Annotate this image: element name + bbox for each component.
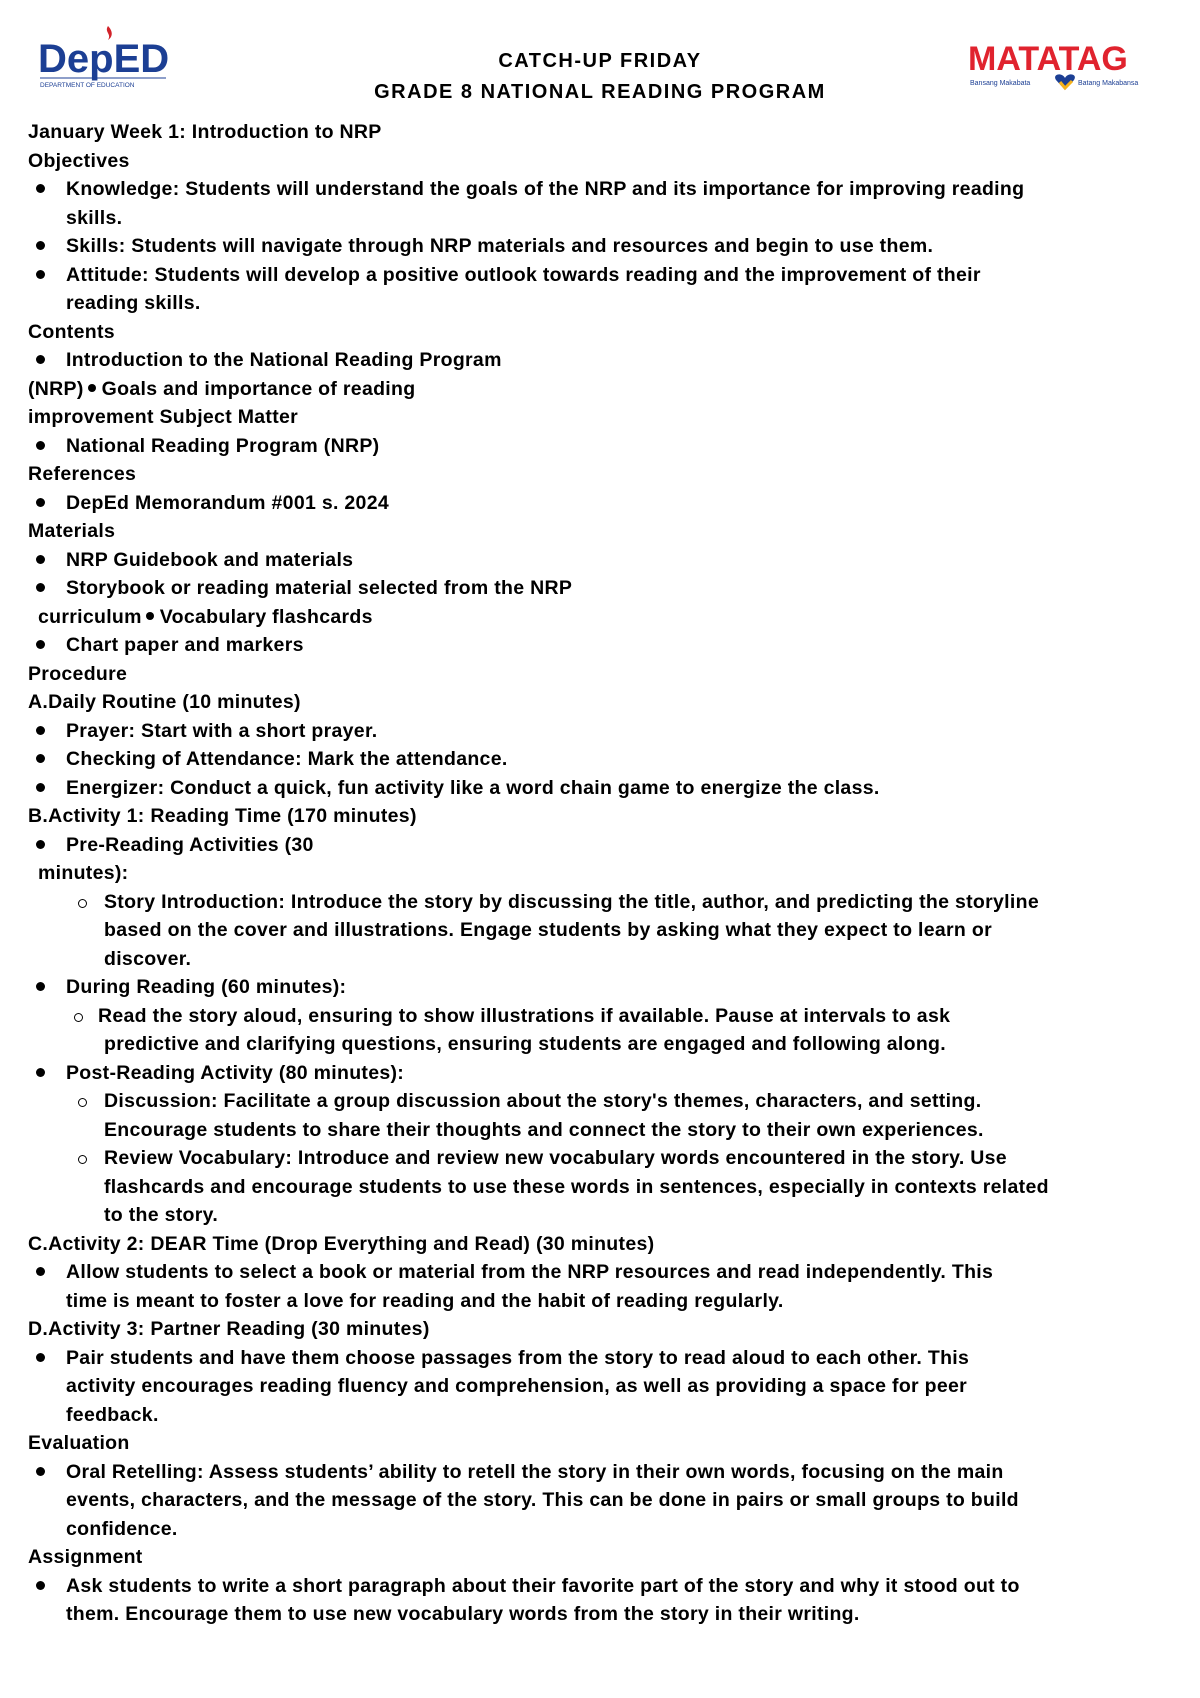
circle-bullet-icon bbox=[74, 1013, 83, 1022]
matatag-logo-text: MATATAG bbox=[968, 40, 1128, 78]
list-item-continuation: improvement Subject Matter bbox=[28, 406, 299, 428]
deped-logo-text: DepED bbox=[38, 37, 170, 81]
bullet-icon bbox=[36, 555, 45, 564]
list-item: Checking of Attendance: Mark the attendance. bbox=[28, 745, 1178, 774]
matatag-logo-sub-1: Bansang Makabata bbox=[970, 80, 1031, 87]
bullet-icon bbox=[36, 1267, 45, 1276]
list-item-continuation: minutes): bbox=[38, 862, 129, 884]
list-item: Chart paper and markers bbox=[28, 631, 1178, 660]
bullet-icon bbox=[146, 612, 154, 620]
bullet-icon bbox=[36, 754, 45, 763]
matatag-logo bbox=[968, 40, 1168, 108]
section-heading-procedure: Procedure bbox=[28, 662, 128, 685]
circle-bullet-icon bbox=[78, 899, 87, 908]
sub-list-item: Story Introduction: Introduce the story by discussing the title, author, and predicting the storyline bbox=[28, 888, 1178, 917]
section-heading-contents: Contents bbox=[28, 320, 115, 343]
section-heading-evaluation: Evaluation bbox=[28, 1432, 130, 1454]
title-line-1: CATCH-UP FRIDAY bbox=[498, 50, 702, 72]
list-item: DepEd Memorandum #001 s. 2024 bbox=[28, 489, 1178, 518]
list-item-continuation: activity encourages reading fluency and comprehension, as well as providing a space for peer bbox=[66, 1375, 968, 1397]
list-item: Attitude: Students will develop a positive outlook towards reading and the improvement of their bbox=[28, 261, 1178, 290]
list-item: Ask students to write a short paragraph about their favorite part of the story and why it stood out to bbox=[28, 1572, 1178, 1601]
sub-list-item: Read the story aloud, ensuring to show illustrations if available. Pause at intervals to ask bbox=[28, 1002, 1178, 1031]
deped-logo-subtext: DEPARTMENT OF EDUCATION bbox=[40, 82, 135, 89]
list-item: Knowledge: Students will understand the goals of the NRP and its importance for improving reading bbox=[28, 175, 1178, 204]
bullet-icon bbox=[36, 441, 45, 450]
sub-list-item-continuation: predictive and clarifying questions, ensuring students are engaged and following along. bbox=[104, 1033, 946, 1055]
bullet-icon bbox=[36, 583, 45, 592]
circle-bullet-icon bbox=[78, 1155, 87, 1164]
bullet-icon bbox=[36, 241, 45, 250]
bullet-icon bbox=[36, 184, 45, 193]
bullet-icon bbox=[36, 498, 45, 507]
bullet-icon bbox=[36, 783, 45, 792]
sub-list-item: Discussion: Facilitate a group discussion about the story's themes, characters, and setting. bbox=[28, 1087, 1178, 1116]
list-item: Oral Retelling: Assess students’ ability to retell the story in their own words, focusing on the main bbox=[28, 1458, 1178, 1487]
sub-list-item-continuation: discover. bbox=[104, 947, 192, 970]
list-item: Energizer: Conduct a quick, fun activity like a word chain game to energize the class. bbox=[28, 774, 1178, 803]
list-item: During Reading (60 minutes): bbox=[28, 973, 1178, 1002]
bullet-icon bbox=[36, 270, 45, 279]
bullet-icon bbox=[36, 1467, 45, 1476]
list-item: (NRP) Goals and importance of reading bbox=[28, 377, 416, 400]
subsection-heading: B.Activity 1: Reading Time (170 minutes) bbox=[28, 805, 417, 827]
title-line-2: GRADE 8 NATIONAL READING PROGRAM bbox=[374, 81, 826, 103]
list-item: NRP Guidebook and materials bbox=[28, 546, 1178, 575]
sub-list-item-continuation: based on the cover and illustrations. Engage students by asking what they expect to learn or bbox=[104, 919, 992, 941]
matatag-logo-sub-2: Batang Makabansa bbox=[1078, 80, 1139, 87]
list-item: Pair students and have them choose passages from the story to read aloud to each other. This bbox=[28, 1344, 1178, 1373]
list-item: Pre-Reading Activities (30 bbox=[28, 831, 1178, 860]
bullet-icon bbox=[36, 1353, 45, 1362]
list-item: Introduction to the National Reading Program bbox=[28, 346, 1178, 375]
sub-list-item: Review Vocabulary: Introduce and review new vocabulary words encountered in the story. Use bbox=[28, 1144, 1178, 1173]
circle-bullet-icon bbox=[78, 1098, 87, 1107]
subsection-heading: C.Activity 2: DEAR Time (Drop Everything and Read) (30 minutes) bbox=[28, 1232, 655, 1255]
section-heading-materials: Materials bbox=[28, 520, 116, 542]
bullet-icon bbox=[36, 840, 45, 849]
list-item-continuation: events, characters, and the message of the story. This can be done in pairs or small groups to build bbox=[66, 1489, 1019, 1511]
bullet-icon bbox=[36, 1068, 45, 1077]
lesson-plan-body bbox=[28, 118, 1178, 1629]
sub-list-item-continuation: to the story. bbox=[104, 1204, 219, 1226]
list-item: National Reading Program (NRP) bbox=[28, 432, 1178, 461]
sub-list-item-continuation: Encourage students to share their thoughts and connect the story to their own experiences. bbox=[104, 1118, 984, 1141]
list-item-continuation: feedback. bbox=[66, 1403, 159, 1426]
bullet-icon bbox=[36, 355, 45, 364]
section-heading-objectives: Objectives bbox=[28, 149, 130, 172]
list-item: curriculum Vocabulary flashcards bbox=[38, 605, 373, 628]
section-heading-assignment: Assignment bbox=[28, 1546, 143, 1568]
list-item: Post-Reading Activity (80 minutes): bbox=[28, 1059, 1178, 1088]
bullet-icon bbox=[36, 640, 45, 649]
list-item: Prayer: Start with a short prayer. bbox=[28, 717, 1178, 746]
list-item: Allow students to select a book or material from the NRP resources and read independently. This bbox=[28, 1258, 1178, 1287]
week-heading: January Week 1: Introduction to NRP bbox=[28, 121, 382, 143]
bullet-icon bbox=[36, 982, 45, 991]
bullet-icon bbox=[88, 384, 96, 392]
page-header bbox=[0, 0, 1200, 118]
list-item: Storybook or reading material selected from the NRP bbox=[28, 574, 1178, 603]
list-item-continuation: them. Encourage them to use new vocabulary words from the story in their writing. bbox=[66, 1603, 860, 1625]
sub-list-item-continuation: flashcards and encourage students to use these words in sentences, especially in contexts related bbox=[104, 1175, 1049, 1198]
subsection-heading: D.Activity 3: Partner Reading (30 minutes) bbox=[28, 1318, 430, 1340]
list-item-continuation: skills. bbox=[66, 206, 123, 229]
list-item-continuation: reading skills. bbox=[66, 292, 201, 314]
subsection-heading: A.Daily Routine (10 minutes) bbox=[28, 691, 301, 713]
section-heading-references: References bbox=[28, 463, 137, 485]
list-item-continuation: time is meant to foster a love for reading and the habit of reading regularly. bbox=[66, 1289, 784, 1312]
list-item: Skills: Students will navigate through NRP materials and resources and begin to use them. bbox=[28, 232, 1178, 261]
bullet-icon bbox=[36, 1581, 45, 1590]
bullet-icon bbox=[36, 726, 45, 735]
list-item-continuation: confidence. bbox=[66, 1517, 178, 1540]
